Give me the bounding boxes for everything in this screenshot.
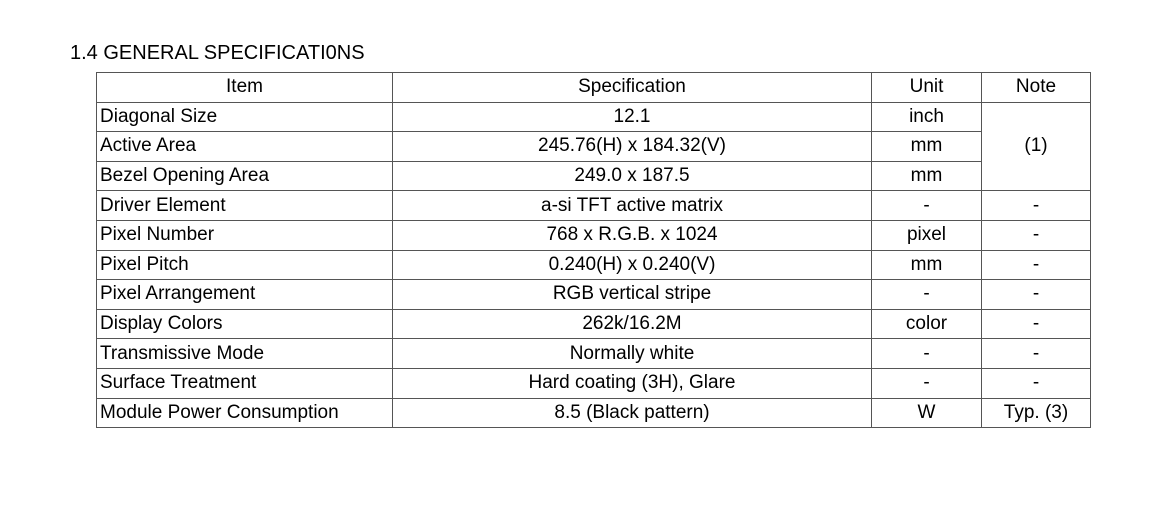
header-specification: Specification <box>393 73 872 103</box>
cell-note: - <box>982 250 1091 280</box>
section-title: 1.4 GENERAL SPECIFICATI0NS <box>70 42 365 64</box>
table-row <box>97 368 1091 398</box>
cell-specification: 768 x R.G.B. x 1024 <box>393 220 872 250</box>
cell-unit: pixel <box>872 220 982 250</box>
cell-specification: Hard coating (3H), Glare <box>393 368 872 398</box>
cell-item: Driver Element <box>97 191 393 221</box>
cell-item: Module Power Consumption <box>97 398 393 428</box>
cell-item: Pixel Number <box>97 220 393 250</box>
cell-item: Active Area <box>97 132 393 162</box>
table-row <box>97 102 1091 132</box>
cell-specification: 0.240(H) x 0.240(V) <box>393 250 872 280</box>
cell-item: Transmissive Mode <box>97 339 393 369</box>
header-item: Item <box>97 73 393 103</box>
cell-note: - <box>982 368 1091 398</box>
table-row <box>97 250 1091 280</box>
header-unit: Unit <box>872 73 982 103</box>
table-row <box>97 220 1091 250</box>
table-row <box>97 191 1091 221</box>
cell-specification: 262k/16.2M <box>393 309 872 339</box>
cell-item: Diagonal Size <box>97 102 393 132</box>
cell-specification: Normally white <box>393 339 872 369</box>
cell-note: - <box>982 339 1091 369</box>
table-header-row <box>97 73 1091 103</box>
general-specifications-table <box>96 72 1091 428</box>
header-note: Note <box>982 73 1091 103</box>
cell-note: - <box>982 191 1091 221</box>
table-row <box>97 280 1091 310</box>
cell-unit: color <box>872 309 982 339</box>
cell-item: Display Colors <box>97 309 393 339</box>
table-row <box>97 161 1091 191</box>
cell-note: - <box>982 220 1091 250</box>
cell-unit: mm <box>872 250 982 280</box>
cell-unit: - <box>872 339 982 369</box>
table-row <box>97 339 1091 369</box>
cell-note: - <box>982 309 1091 339</box>
table-row <box>97 309 1091 339</box>
cell-item: Surface Treatment <box>97 368 393 398</box>
cell-note: Typ. (3) <box>982 398 1091 428</box>
cell-unit: mm <box>872 132 982 162</box>
cell-specification: 12.1 <box>393 102 872 132</box>
cell-item: Bezel Opening Area <box>97 161 393 191</box>
cell-note: (1) <box>982 102 1091 191</box>
cell-specification: 8.5 (Black pattern) <box>393 398 872 428</box>
cell-item: Pixel Arrangement <box>97 280 393 310</box>
cell-specification: a-si TFT active matrix <box>393 191 872 221</box>
cell-item: Pixel Pitch <box>97 250 393 280</box>
table-row <box>97 132 1091 162</box>
cell-unit: - <box>872 280 982 310</box>
cell-specification: 245.76(H) x 184.32(V) <box>393 132 872 162</box>
cell-unit: mm <box>872 161 982 191</box>
cell-unit: - <box>872 191 982 221</box>
cell-unit: W <box>872 398 982 428</box>
cell-unit: - <box>872 368 982 398</box>
cell-specification: 249.0 x 187.5 <box>393 161 872 191</box>
cell-unit: inch <box>872 102 982 132</box>
cell-specification: RGB vertical stripe <box>393 280 872 310</box>
table-row <box>97 398 1091 428</box>
cell-note: - <box>982 280 1091 310</box>
